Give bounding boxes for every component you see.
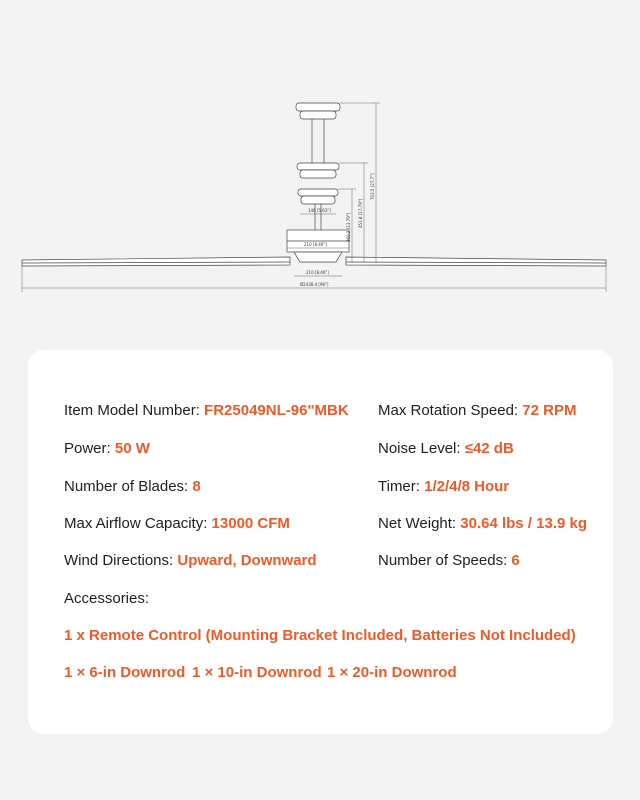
spec-noise-level: Noise Level: ≤42 dB bbox=[378, 440, 514, 457]
accessory-remote-control: 1 x Remote Control (Mounting Bracket Included, Batteries Not Included) bbox=[64, 627, 576, 644]
dim-height-short-label: 360.2 [13.79"] bbox=[346, 212, 351, 242]
specifications-card bbox=[28, 350, 613, 734]
accessory-downrod-20in: 1 × 20-in Downrod bbox=[327, 664, 457, 681]
spec-number-of-speeds: Number of Speeds: 6 bbox=[378, 552, 520, 569]
dim-height-total-label: 703.5 [27.7"] bbox=[370, 173, 375, 200]
spec-model-number: Item Model Number: FR25049NL-96"MBK bbox=[64, 402, 349, 419]
spec-airflow: Max Airflow Capacity: 13000 CFM bbox=[64, 515, 290, 532]
dim-hub-label: 210 [8.46"] bbox=[306, 270, 329, 275]
dim-height-mid-label: 451.8 [17.79"] bbox=[358, 198, 363, 228]
spec-blades: Number of Blades: 8 bbox=[64, 478, 201, 495]
accessory-downrod-6in: 1 × 6-in Downrod bbox=[64, 664, 186, 681]
dim-motor-label: 210 [8.46"] bbox=[304, 242, 327, 247]
spec-net-weight: Net Weight: 30.64 lbs / 13.9 kg bbox=[378, 515, 588, 532]
dim-span-label: Ø2438.4 [96"] bbox=[300, 282, 329, 287]
fan-dimension-diagram bbox=[0, 0, 640, 330]
spec-rotation-speed: Max Rotation Speed: 72 RPM bbox=[378, 402, 577, 419]
accessories-heading: Accessories: bbox=[64, 590, 150, 607]
accessory-downrod-10in: 1 × 10-in Downrod bbox=[192, 664, 322, 681]
dim-bracket-label: 146 [5.63"] bbox=[308, 208, 331, 213]
spec-wind-directions: Wind Directions: Upward, Downward bbox=[64, 552, 317, 569]
spec-timer: Timer: 1/2/4/8 Hour bbox=[378, 478, 510, 495]
spec-power: Power: 50 W bbox=[64, 440, 150, 457]
